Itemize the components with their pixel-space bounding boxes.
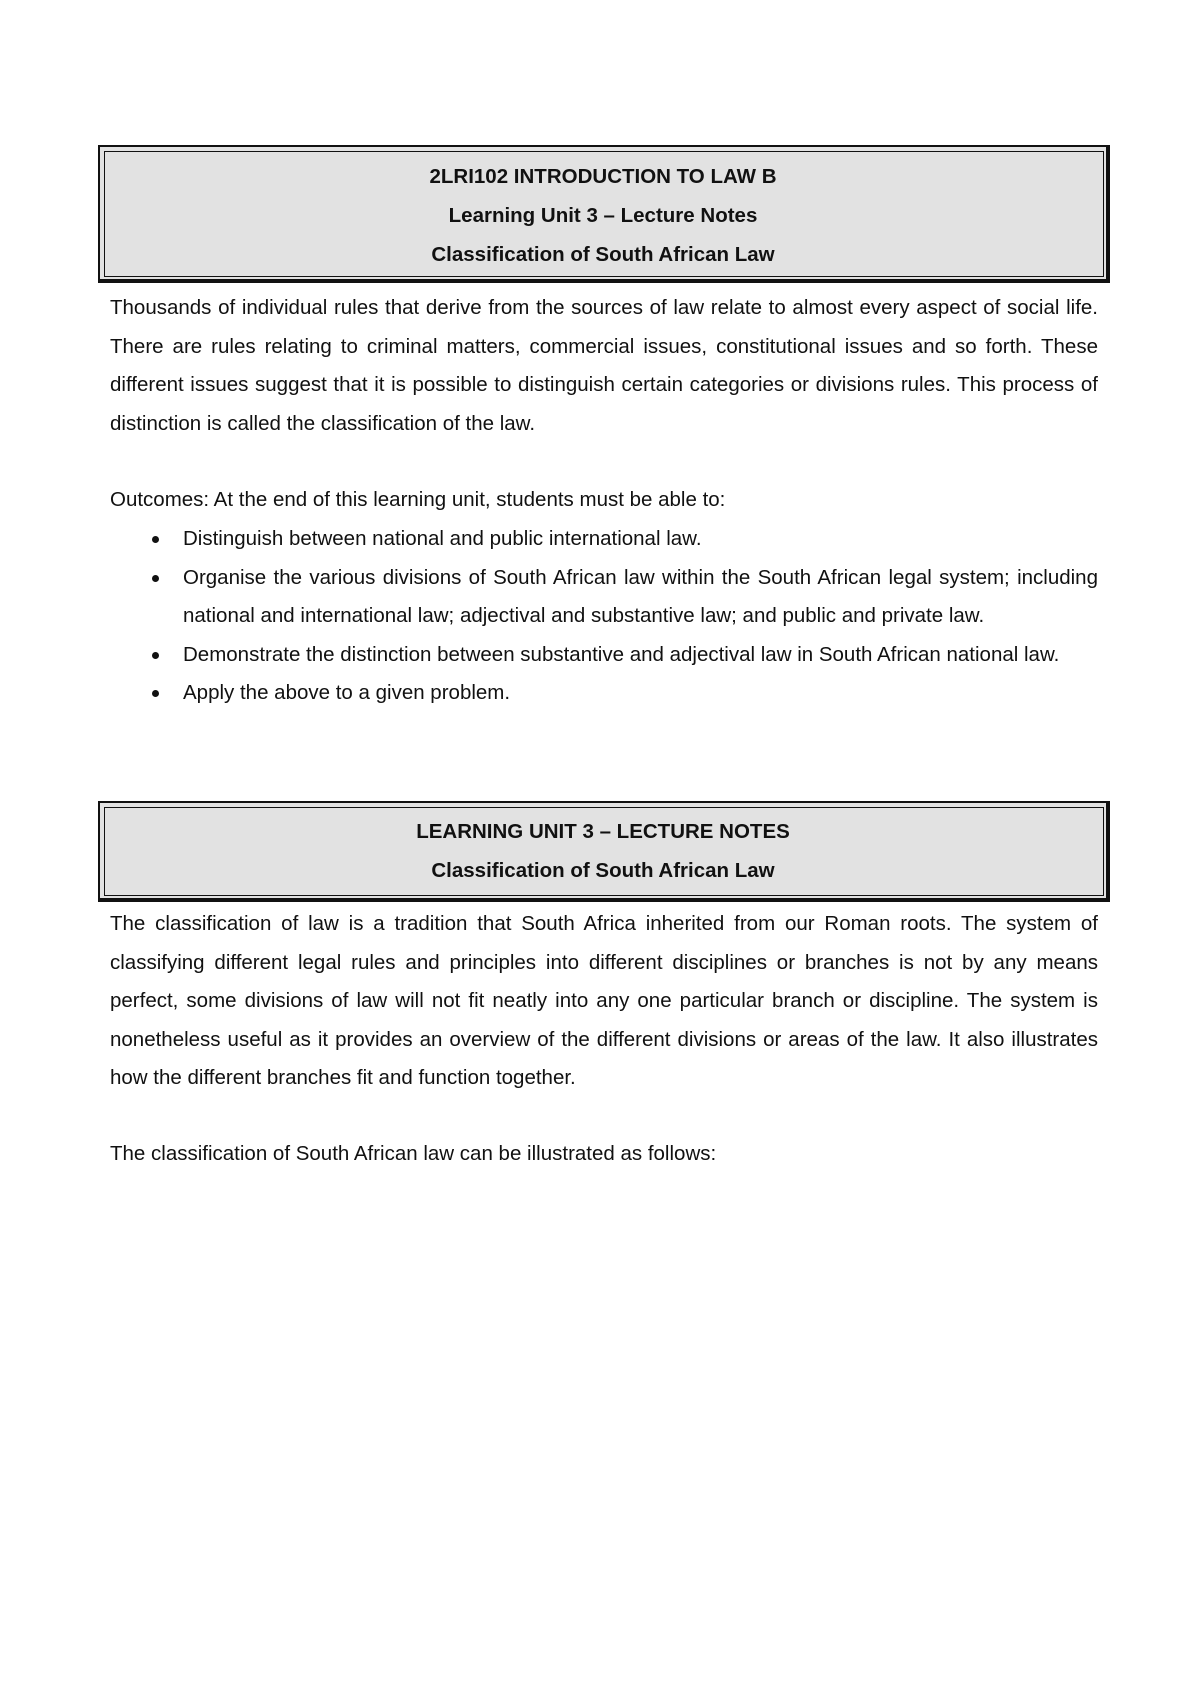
bullet-icon [152,690,159,697]
bullet-icon [152,575,159,582]
topic-title: Classification of South African Law [431,243,775,266]
body-paragraph: The classification of law is a tradition that South Africa inherited from our Roman roots. The system of classifying different legal rules and principles into different disciplines or branches is not by any means perfect, some divisions of law will not fit neatly into any one particular branch or discipline. The system is nonetheless useful as it provides an overview of the different divisions or areas of the law. It also illustrates how the different branches fit and function together. [110,912,1098,1089]
outcome-text: Demonstrate the distinction between substantive and adjectival law in South African national law. [183,642,1060,666]
outcomes-intro: Outcomes: At the end of this learning unit, students must be able to: [110,488,726,511]
list-item [110,520,1098,559]
list-item [110,674,1098,713]
outcome-text: Apply the above to a given problem. [183,681,511,704]
learning-unit-subtitle: Learning Unit 3 – Lecture Notes [448,204,758,227]
intro-paragraph: Thousands of individual rules that derive from the sources of law relate to almost every aspect of social life. There are rules relating to criminal matters, commercial issues, constitutional issues and so forth. These different issues suggest that it is possible to distinguish certain categories or divisions rules. This process of distinction is called the classification of the law. [110,296,1098,435]
section-subheading: Classification of South African Law [431,859,775,882]
outcome-text: Organise the various divisions of South African law within the South African legal system; including national and international law; adjectival and substantive law; and public and private law. [183,565,1098,627]
closing-paragraph: The classification of South African law can be illustrated as follows: [110,1142,717,1165]
section-heading: LEARNING UNIT 3 – LECTURE NOTES [416,820,790,843]
outcome-text: Distinguish between national and public international law. [183,527,702,550]
course-code-title: 2LRI102 INTRODUCTION TO LAW B [429,165,777,188]
list-item [110,636,1098,675]
outcomes-list [110,520,1098,713]
list-item [110,559,1098,636]
bullet-icon [152,536,159,543]
section-title-box [98,801,1110,902]
bullet-icon [152,652,159,659]
header-title-box [98,145,1110,283]
